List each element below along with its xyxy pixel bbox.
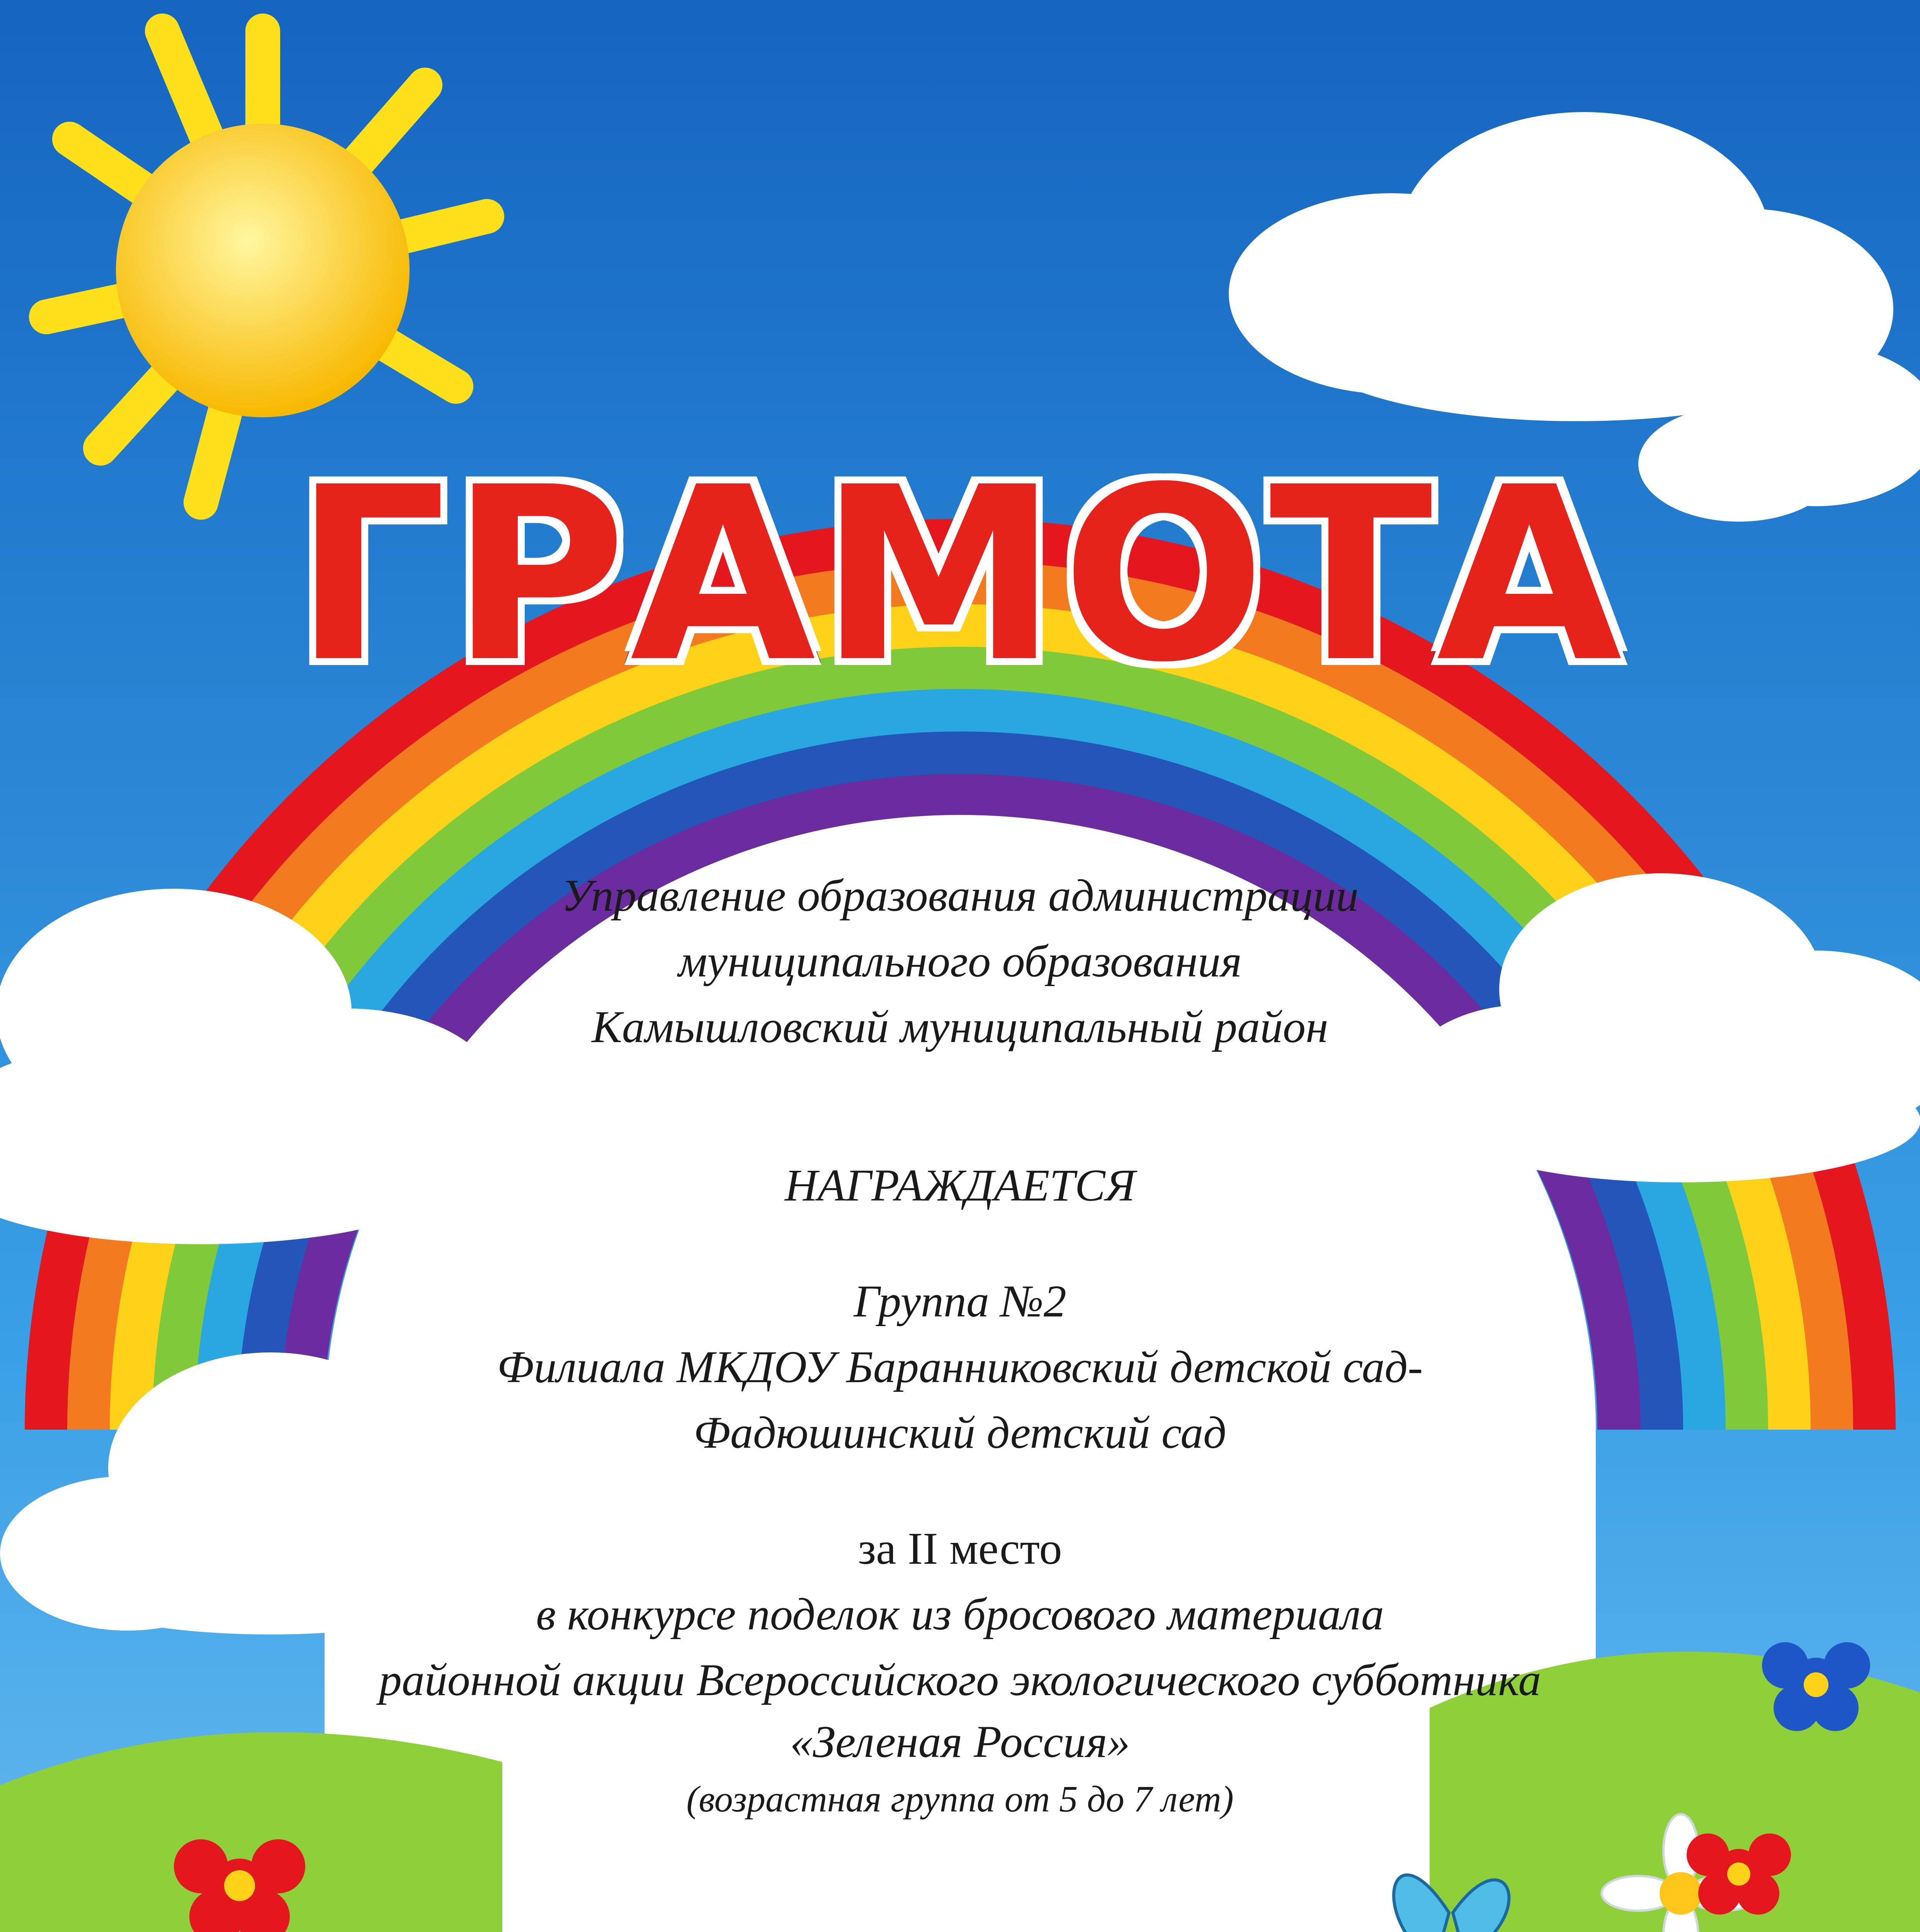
age-group: (возрастная группа от 5 до 7 лет): [686, 1778, 1234, 1820]
issuer-line-2: муниципального образования: [678, 936, 1242, 986]
recipient-line-3: Фадюшинский детский сад: [694, 1407, 1226, 1458]
award-word: НАГРАЖДАЕТСЯ: [784, 1160, 1136, 1211]
reason-line-1: за II место: [858, 1523, 1062, 1574]
reason-line-3: районной акции Всероссийского экологического субботника: [379, 1655, 1541, 1705]
certificate-title: ГРАМОТА: [294, 436, 1626, 715]
reason-line-4: «Зеленая Россия»: [790, 1716, 1130, 1767]
recipient-line-2: Филиала МКДОУ Баранниковский детской сад-: [497, 1342, 1423, 1392]
issuer-line-1: Управление образования администрации: [561, 870, 1359, 921]
recipient-line-1: Группа №2: [854, 1276, 1066, 1327]
issuer-line-3: Камышловский муниципальный район: [592, 1002, 1328, 1052]
reason-line-2: в конкурсе поделок из бросового материала: [536, 1589, 1384, 1639]
